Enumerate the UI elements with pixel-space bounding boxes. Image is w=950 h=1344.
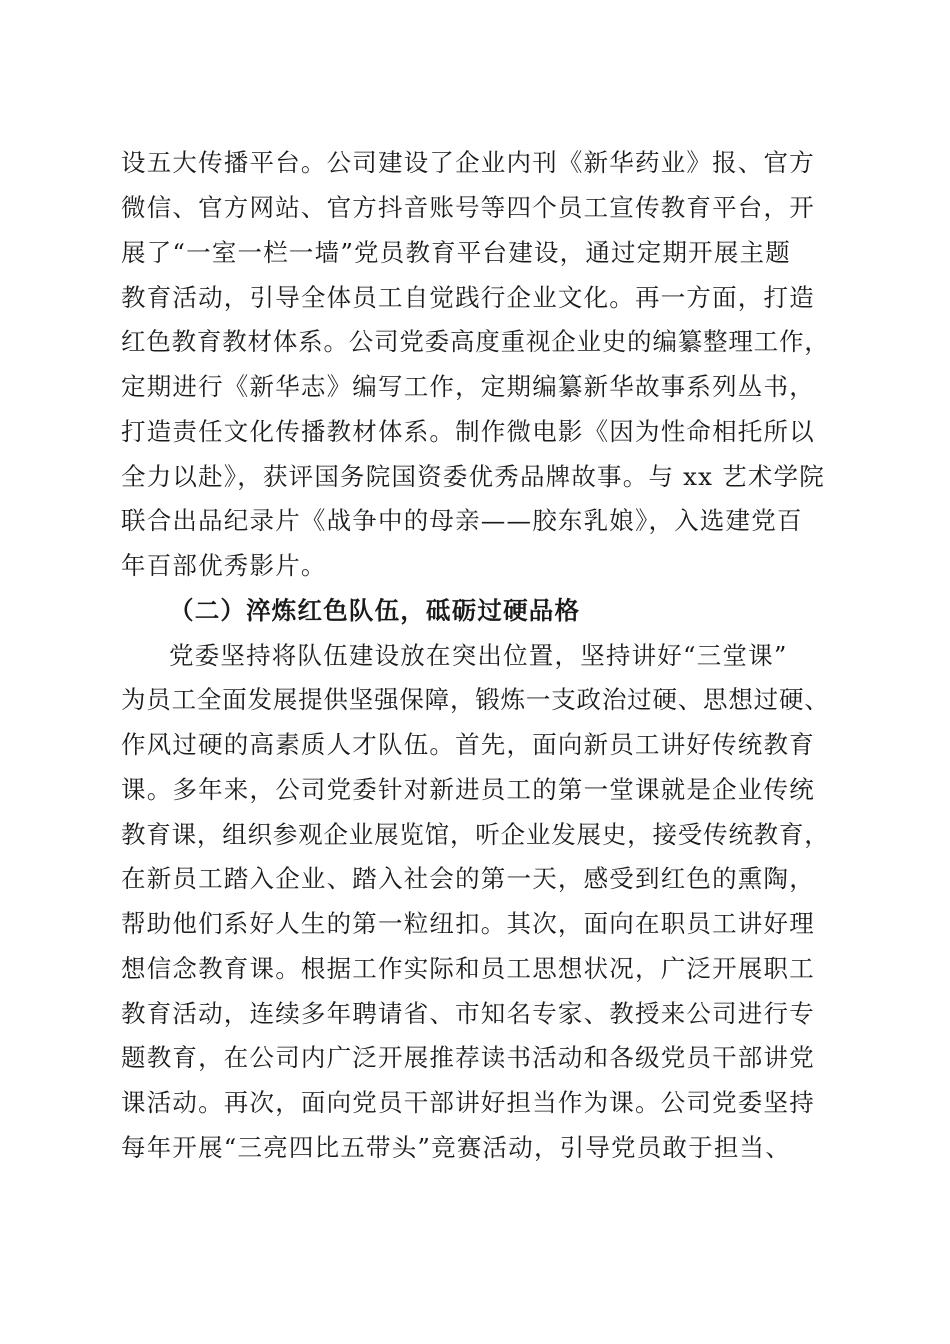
text-line: 课活动。再次，面向党员干部讲好担当作为课。公司党委坚持: [121, 1088, 815, 1117]
text-line: 定期进行《新华志》编写工作，定期编纂新华故事系列丛书，: [121, 372, 815, 401]
text-line: 打造责任文化传播教材体系。制作微电影《因为性命相托所以: [121, 417, 815, 446]
text-line: 全力以赴》，获评国务院国资委优秀品牌故事。与 xx 艺术学院: [121, 462, 825, 491]
text-line: 在新员工踏入企业、踏入社会的第一天，感受到红色的熏陶，: [121, 864, 815, 893]
text-line: 为员工全面发展提供坚强保障，锻炼一支政治过硬、思想过硬、: [121, 685, 830, 714]
text-line: 作风过硬的高素质人才队伍。首先，面向新员工讲好传统教育: [121, 730, 815, 759]
text-line: 红色教育教材体系。公司党委高度重视企业史的编纂整理工作，: [121, 327, 830, 356]
text-line: 教育活动，连续多年聘请省、市知名专家、教授来公司进行专: [121, 999, 815, 1028]
text-line: 联合出品纪录片《战争中的母亲——胶东乳娘》，入选建党百: [121, 506, 803, 535]
text-line: 年百部优秀影片。: [121, 551, 327, 580]
text-line: 微信、官方网站、官方抖音账号等四个员工宣传教育平台，开: [121, 193, 815, 222]
text-line: 教育课，组织参观企业展览馆，听企业发展史，接受传统教育，: [121, 820, 830, 849]
section-heading: （二）淬炼红色队伍，砥砺过硬品格: [169, 596, 581, 625]
text-line: 展了“一室一栏一墙”党员教育平台建设，通过定期开展主题: [121, 238, 791, 267]
text-line: 每年开展“三亮四比五带头”竞赛活动，引导党员敢于担当、: [121, 1133, 791, 1162]
text-line: 设五大传播平台。公司建设了企业内刊《新华药业》报、官方: [121, 148, 815, 177]
text-line: 教育活动，引导全体员工自觉践行企业文化。再一方面，打造: [121, 283, 815, 312]
text-line: 课。多年来，公司党委针对新进员工的第一堂课就是企业传统: [121, 775, 815, 804]
text-line: 题教育，在公司内广泛开展推荐读书活动和各级党员干部讲党: [121, 1043, 815, 1072]
text-line: 党委坚持将队伍建设放在突出位置，坚持讲好“三堂课”: [169, 641, 788, 670]
text-line: 想信念教育课。根据工作实际和员工思想状况，广泛开展职工: [121, 954, 815, 983]
text-line: 帮助他们系好人生的第一粒纽扣。其次，面向在职员工讲好理: [121, 909, 815, 938]
